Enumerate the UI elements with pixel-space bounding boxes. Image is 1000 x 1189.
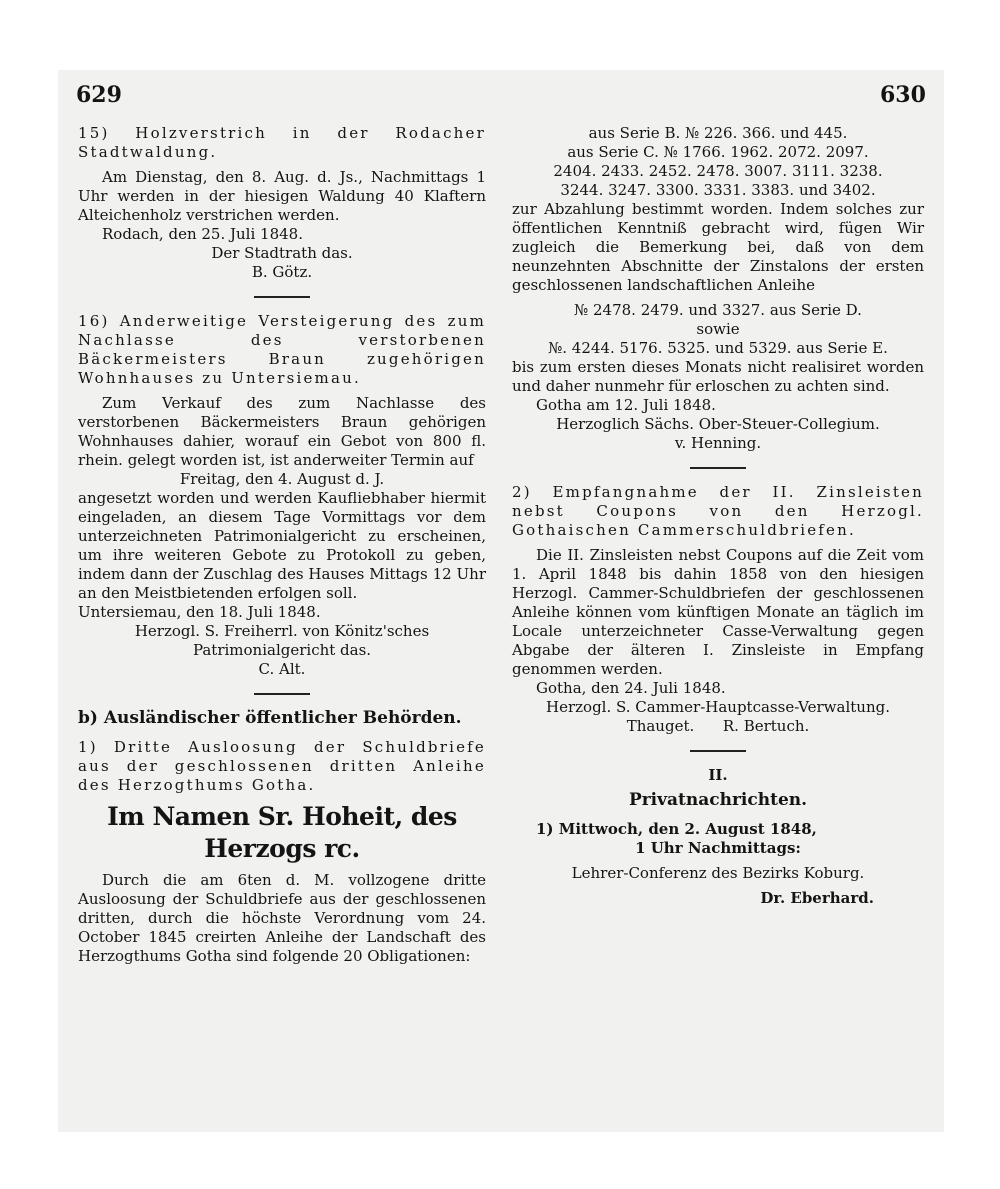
serie-d-line: № 2478. 2479. und 3327. aus Serie D. — [574, 301, 862, 319]
left-column — [78, 124, 486, 966]
sowie-line: sowie — [696, 320, 740, 338]
notice-b2-title: 2) Empfangnahme der II. Zinsleisten nebst Coupons von den Herzogl. Gothaischen Cammerschuldbriefen. — [512, 483, 924, 539]
private-1-signer: Dr. Eberhard. — [760, 889, 874, 907]
notice-15-title: 15) Holzverstrich in der Rodacher Stadtwaldung. — [78, 124, 486, 161]
notice-b2-signer-2: R. Bertuch. — [722, 717, 810, 735]
notice-15-body: Am Dienstag, den 8. Aug. d. Js., Nachmittags 1 Uhr werden in der hiesigen Waldung 40 Klaftern Alteichenholz verstrichen werden. — [78, 168, 486, 224]
divider — [690, 750, 746, 752]
serie-c-line-3: 3244. 3247. 3300. 3331. 3383. und 3402. — [560, 181, 876, 199]
private-1-line-1: 1) Mittwoch, den 2. August 1848, — [536, 820, 817, 838]
notice-16-title: 16) Anderweitige Versteigerung des zum Nachlasse des verstorbenen Bäckermeisters Braun zugehörigen Wohnhauses zu Untersiemau. — [78, 312, 486, 387]
notice-16-body: Zum Verkauf des zum Nachlasse des verstorbenen Bäckermeisters Braun gehörigen Wohnhauses dahier, worauf ein Gebot von 800 fl. rhein. gelegt worden ist, ist anderweiter Termin auf — [78, 394, 486, 469]
notice-b1-body: Durch die am 6ten d. M. vollzogene dritte Ausloosung der Schuldbriefe aus der geschlossenen dritten, durch die höchste Verordnung vom 24. October 1845 creirten Anleihe der Landschaft des Herzogthums Gotha sind folgende 20 Obligationen: — [78, 871, 486, 965]
notice-b1-body-continued: zur Abzahlung bestimmt worden. Indem solches zur öffentlichen Kenntniß gebracht wird, fügen Wir zugleich die Bemerkung bei, daß von dem neunzehnten Abschnitte der Zinstalons der ersten geschlossenen landschaftlichen Anleihe — [512, 200, 924, 294]
private-1-line-3: Lehrer-Conferenz des Bezirks Koburg. — [571, 864, 865, 882]
serie-e-line: №. 4244. 5176. 5325. und 5329. aus Serie E. — [548, 339, 888, 357]
notice-16-body-continued: angesetzt worden und werden Kaufliebhaber hiermit eingeladen, an diesem Tage Vormittags vor dem unterzeichneten Patrimonialgericht zu erscheinen, um ihre weiteren Gebote zu Protokoll zu geben, indem dann der Zuschlag des Hauses Mittags 12 Uhr an den Meistbietenden erfolgen soll. — [78, 489, 486, 602]
notice-16-signer: C. Alt. — [258, 660, 306, 678]
notice-b1-authority: Herzoglich Sächs. Ober-Steuer-Collegium. — [556, 415, 880, 433]
notice-b1-signer: v. Henning. — [674, 434, 762, 452]
notice-b1-place-date: Gotha am 12. Juli 1848. — [536, 396, 716, 414]
section-roman-numeral: II. — [708, 766, 728, 784]
section-private-heading: Privatnachrichten. — [628, 790, 808, 810]
serie-c-line: aus Serie C. № 1766. 1962. 2072. 2097. — [567, 143, 869, 161]
notice-b2-signer-1: Thauget. — [626, 717, 695, 735]
notice-15-authority: Der Stadtrath das. — [211, 244, 353, 262]
notice-15-place-date: Rodach, den 25. Juli 1848. — [102, 225, 303, 243]
divider — [254, 296, 310, 298]
notice-16-authority: Herzogl. S. Freiherrl. von Könitz'sches Patrimonialgericht das. — [134, 622, 430, 659]
notice-b2-signers — [512, 717, 924, 736]
right-column — [512, 124, 924, 908]
notice-b1-title: 1) Dritte Ausloosung der Schuldbriefe aus der geschlossenen dritten Anleihe des Herzogthums Gotha. — [78, 738, 486, 794]
notice-15-signer: B. Götz. — [251, 263, 313, 281]
notice-b2-place-date: Gotha, den 24. Juli 1848. — [536, 679, 726, 697]
notice-16-place-date: Untersiemau, den 18. Juli 1848. — [78, 603, 321, 621]
section-b-heading: b) Ausländischer öffentlicher Behörden. — [78, 708, 462, 728]
proclamation-heading: Im Namen Sr. Hoheit, des Herzogs rc. — [107, 802, 457, 863]
page-number-left: 629 — [76, 82, 122, 108]
serie-b-line: aus Serie B. № 226. 366. und 445. — [588, 124, 848, 142]
divider — [690, 467, 746, 469]
page-number-right: 630 — [880, 82, 926, 108]
divider — [254, 693, 310, 695]
serie-c-line-2: 2404. 2433. 2452. 2478. 3007. 3111. 3238. — [553, 162, 883, 180]
private-1-line-2: 1 Uhr Nachmittags: — [635, 839, 801, 857]
notice-16-date: Freitag, den 4. August d. J. — [179, 470, 385, 488]
notice-b2-body: Die II. Zinsleisten nebst Coupons auf die Zeit vom 1. April 1848 bis dahin 1858 von den hiesigen Herzogl. Cammer-Schuldbriefen der geschlossenen Anleihe können vom künftigen Monate an täglich im Locale unterzeichneter Casse-Verwaltung gegen Abgabe der älteren I. Zinsleiste in Empfang genommen werden. — [512, 546, 924, 678]
notice-b1-body-end: bis zum ersten dieses Monats nicht realisiret worden und daher nunmehr für erloschen zu achten sind. — [512, 358, 924, 395]
notice-b2-authority: Herzogl. S. Cammer-Hauptcasse-Verwaltung. — [546, 698, 890, 716]
